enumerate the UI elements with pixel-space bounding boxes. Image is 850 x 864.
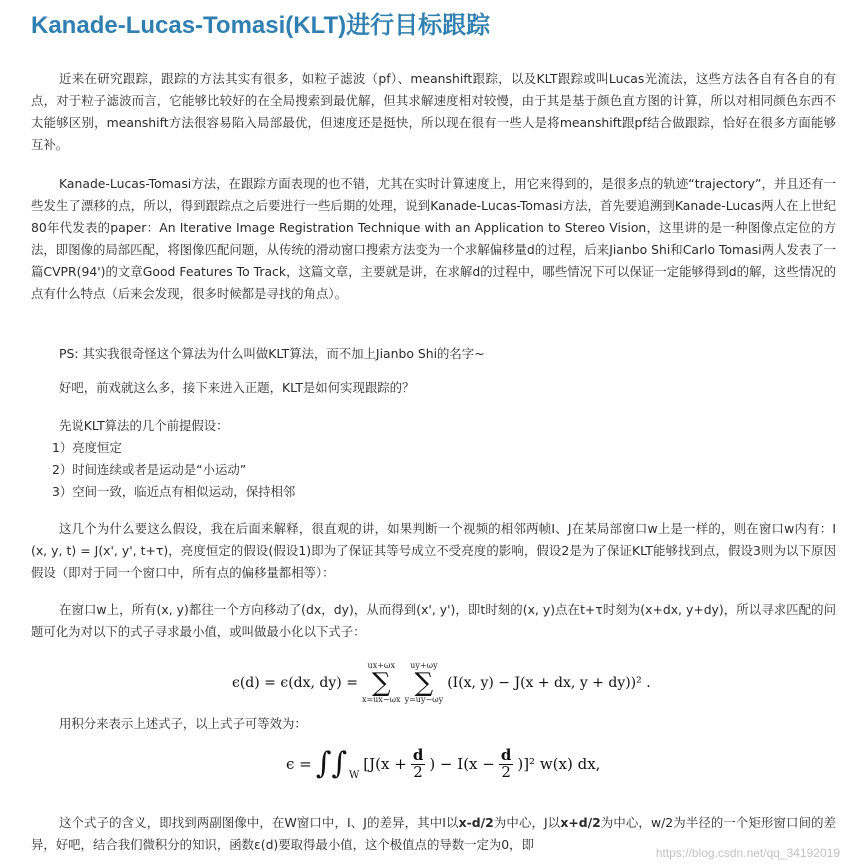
- paragraph-integral-intro: 用积分来表示上述式子，以上式子可等效为：: [59, 716, 307, 731]
- sum-x-upper: ux+ωx: [367, 661, 395, 670]
- formula2-part2: ) − I(x −: [429, 755, 495, 774]
- fraction-denominator: 2: [501, 762, 511, 781]
- paragraph-assumption-explanation: 这几个为什么要这么假设，我在后面来解释，很直观的讲，如果判断一个视频的相邻两帧I、J在某局部窗口w上是一样的，则在窗口w内有：I(x, y, t) = J(x', y', t+τ)，亮度恒定的假设(假设1)即为了保证其等号成立不受亮度的影响，假设2是为了保证KLT能够找到点，假设3则为以下原因假设（即对于同一个窗口中，所有点的偏移量都相等）：: [31, 521, 836, 580]
- watermark-url: https://blog.csdn.net/qq_34192019: [655, 846, 840, 860]
- fraction-numerator: d: [412, 746, 424, 764]
- paragraph-window-shift: 在窗口w上，所有(x, y)都往一个方向移动了(dx，dy)，从而得到(x', y')，即t时刻的(x, y)点在t+τ时刻为(x+dx, y+dy)，所以寻求匹配的问题可化为对以下的式子寻求最小值，或叫做最小化以下式子：: [31, 602, 836, 639]
- integral-domain: W: [349, 769, 360, 781]
- formula1-lhs: ϵ(d) = ϵ(dx, dy) =: [232, 675, 358, 691]
- formula1-body: (I(x, y) − J(x + dx, y + dy))² .: [447, 675, 651, 691]
- paragraph-klt-background: Kanade-Lucas-Tomasi方法，在跟踪方面表现的也不错，尤其在实时计算速度上，用它来得到的，是很多点的轨迹“trajectory”，并且还有一些发生了漂移的点，所以，得到跟踪点之后要进行一些后期的处理，说到Kanade-Lucas-Tomasi方法，首先要追溯到Kanade-Lucas两人在上世纪80年代发表的paper：An Iterative Image Registration Technique with an Application to Stereo Vision，这里讲的是一种图像点定位的方法，即图像的局部匹配，将图像匹配问题，从传统的滑动窗口搜索方法变为一个求解偏移量d的过程，后来Jianbo Shi和Carlo Tomasi两人发表了一篇CVPR(94')的文章Good Features To Track，这篇文章，主要就是讲，在求解d的过程中，哪些情况下可以保证一定能够得到d的解，这些情况的点有什么特点（后来会发现，很多时候都是寻找的角点）。: [31, 176, 836, 301]
- meaning-text-d: 为中心，w/2为半径的一个矩形窗口间的差异，好吧，结合我们微积分的知识，函数ε(d)要取得最小值，这个极值点的导数一定为0，即: [31, 815, 837, 852]
- summation-x: [362, 662, 401, 704]
- paragraph-intro: 近来在研究跟踪，跟踪的方法其实有很多，如粒子滤波（pf）、meanshift跟踪，以及KLT跟踪或叫Lucas光流法，这些方法各自有各自的有点，对于粒子滤波而言，它能够比较好的在全局搜索到最优解，但其求解速度相对较慢，由于其是基于颜色直方图的计算，所以对相同颜色东西不太能够区别，meanshift方法很容易陷入局部最优，但速度还是挺快，所以现在很有一些人是将meanshift跟pf结合做跟踪，恰好在很多方面能够互补。: [31, 71, 836, 152]
- formula2-lhs: ϵ =: [286, 755, 312, 774]
- assumption-item-2: 2）时间连续或者是运动是“小运动”: [52, 462, 247, 477]
- meaning-center-j: x+d/2: [560, 815, 601, 830]
- paragraph-ps: PS: 其实我很奇怪这个算法为什么叫做KLT算法，而不加上Jianbo Shi的名字~: [59, 346, 485, 361]
- article-title: Kanade-Lucas-Tomasi(KLT)进行目标跟踪: [31, 12, 491, 39]
- summation-y: [405, 662, 444, 704]
- sigma-icon: ∑: [371, 668, 391, 698]
- paragraph-assumptions-intro: 先说KLT算法的几个前提假设：: [59, 418, 229, 433]
- formula-integral-error: [286, 748, 600, 798]
- double-integral-icon: ∫∫: [315, 746, 348, 782]
- meaning-text-c: 为中心，J以: [493, 815, 561, 830]
- sum-y-lower: y=uy−ωy: [404, 695, 444, 704]
- sigma-icon: ∑: [414, 668, 434, 698]
- formula2-part1: [J(x +: [363, 755, 407, 774]
- paragraph-transition: 好吧，前戏就这么多，接下来进入正题，KLT是如何实现跟踪的？: [59, 380, 415, 395]
- fraction-d-over-2: [411, 748, 426, 781]
- formula2-part3: )]² w(x) dx,: [517, 755, 601, 774]
- assumption-item-3: 3）空间一致，临近点有相似运动，保持相邻: [52, 484, 296, 499]
- fraction-denominator: 2: [413, 762, 423, 781]
- sum-x-lower: x=ux−ωx: [361, 695, 401, 704]
- meaning-text-a: 这个式子的含义，即找到两副图像中，在W窗口中，I、J的差异，其中I以: [59, 815, 459, 830]
- assumption-item-1: 1）亮度恒定: [52, 440, 122, 455]
- meaning-center-i: x-d/2: [458, 815, 494, 830]
- fraction-numerator: d: [500, 746, 512, 764]
- fraction-d-over-2: [499, 748, 514, 781]
- formula-ssd-error: [232, 662, 651, 708]
- sum-y-upper: uy+ωy: [410, 661, 438, 670]
